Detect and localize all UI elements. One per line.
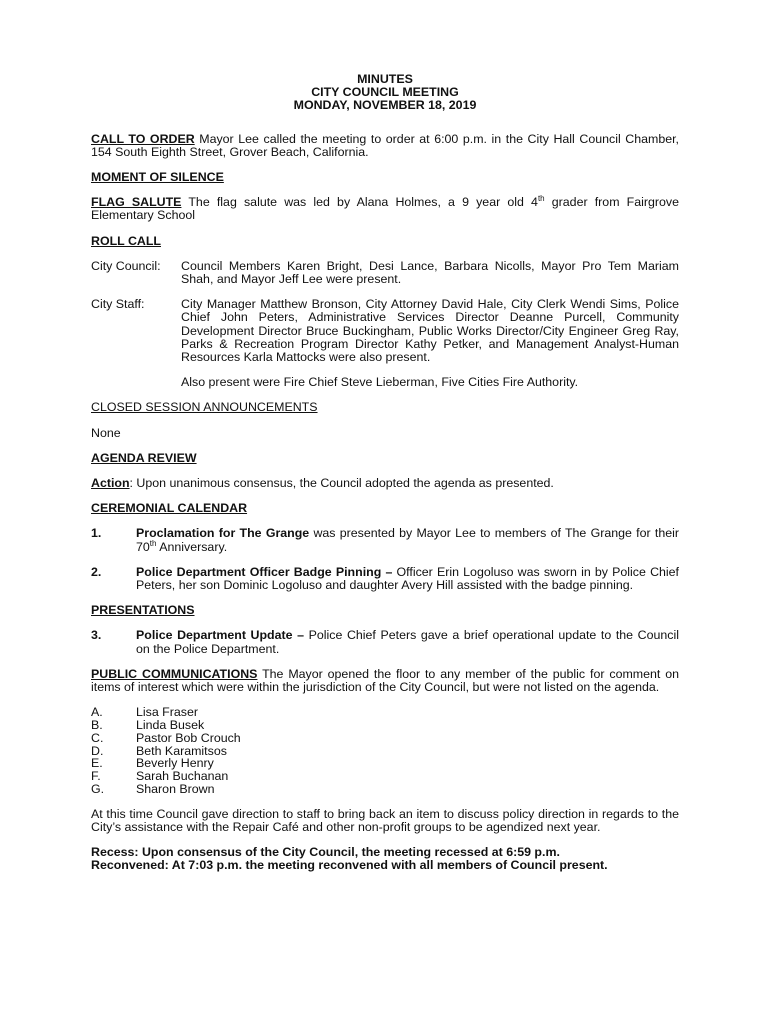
flag-salute-superscript: th: [537, 194, 545, 204]
document-title: [91, 73, 679, 113]
speaker-name: Pastor Bob Crouch: [136, 730, 241, 745]
call-to-order-paragraph: [91, 133, 679, 159]
roll-call-heading: ROLL CALL: [91, 233, 161, 248]
call-to-order-heading: CALL TO ORDER: [91, 131, 195, 146]
speaker-list: [91, 706, 679, 796]
closed-session-heading: CLOSED SESSION ANNOUNCEMENTS: [91, 400, 318, 415]
roll-call-council-row: [91, 260, 679, 286]
action-label: Action: [91, 476, 130, 491]
speaker-letter: E.: [91, 756, 103, 771]
item-title: Police Department Update –: [136, 628, 305, 643]
item-text: Police Department Officer Badge Pinning – Officer Erin Logoluso was sworn in by Police Chief Peters, her son Dominic Logoluso and daughter Avery Hill assisted with the badge pinning.: [136, 564, 679, 593]
also-present-text: Also present were Fire Chief Steve Lieberman, Five Cities Fire Authority.: [181, 375, 579, 390]
list-item: [91, 732, 679, 745]
closed-session-text: None: [91, 425, 121, 440]
moment-of-silence-heading: MOMENT OF SILENCE: [91, 170, 224, 185]
agenda-review-heading: AGENDA REVIEW: [91, 450, 197, 465]
recess-line: Recess: Upon consensus of the City Council, the meeting recessed at 6:59 p.m.: [91, 845, 560, 860]
minutes-body: [91, 73, 679, 873]
speaker-name: Beverly Henry: [136, 756, 214, 771]
item-number: 2.: [91, 564, 102, 579]
council-members-text: Council Members Karen Bright, Desi Lance, Barbara Nicolls, Mayor Pro Tem Mariam Shah, and Mayor Jeff Lee were present.: [181, 258, 679, 287]
item-text: Police Department Update – Police Chief Peters gave a brief operational update to the Council on the Police Department.: [136, 628, 679, 656]
speaker-letter: C.: [91, 730, 104, 745]
public-communications-text: The Mayor opened the floor to any member of the public for comment on items of interest which were within the jurisdiction of the City Council, but were not listed on the agenda.: [91, 666, 679, 695]
staff-label: City Staff:: [91, 297, 145, 312]
item-number: 1.: [91, 526, 102, 541]
staff-members-text: City Manager Matthew Bronson, City Attorney David Hale, City Clerk Wendi Sims, Police Chief John Peters, Administrative Services Director Deanne Purcell, Community Development Director Bruce Buckingham, Public Works Director/City Engineer Greg Ray, Parks & Recreation Program Director Kathy Petker, and Management Analyst-Human Resources Karla Mattocks were also present.: [181, 297, 679, 365]
item-title: Proclamation for The Grange: [136, 526, 310, 541]
roll-call-staff-row: [91, 298, 679, 364]
public-communications-paragraph: [91, 668, 679, 694]
item-title: Police Department Officer Badge Pinning –: [136, 564, 393, 579]
ceremonial-item: [91, 527, 679, 553]
flag-salute-paragraph: [91, 196, 679, 222]
flag-salute-text-b: grader from Fairgrove Elementary School: [91, 195, 679, 223]
council-label: City Council:: [91, 258, 161, 273]
reconvened-line: Reconvened: At 7:03 p.m. the meeting reconvened with all members of Council present.: [91, 858, 608, 873]
speaker-name: Beth Karamitsos: [136, 743, 227, 758]
also-present-row: [91, 376, 679, 389]
call-to-order-text: Mayor Lee called the meeting to order at 6:00 p.m. in the City Hall Council Chamber, 154 South Eighth Street, Grover Beach, California.: [91, 131, 679, 159]
item-text: Proclamation for The Grange was presented by Mayor Lee to members of The Grange for their 70th Anniversary.: [136, 526, 679, 554]
speaker-name: Sharon Brown: [136, 782, 215, 797]
list-item: [91, 719, 679, 732]
council-direction-paragraph: At this time Council gave direction to staff to bring back an item to discuss policy direction in regards to the City’s assistance with the Repair Café and other non-profit groups to be agendized next year.: [91, 806, 679, 835]
list-item: [91, 783, 679, 796]
ceremonial-item: [91, 566, 679, 592]
item-superscript: th: [149, 538, 157, 548]
speaker-letter: G.: [91, 782, 105, 797]
presentations-heading: PRESENTATIONS: [91, 603, 195, 618]
speaker-name: Sarah Buchanan: [136, 769, 229, 784]
action-text: : Upon unanimous consensus, the Council adopted the agenda as presented.: [129, 476, 554, 491]
title-line-1: MINUTES: [357, 72, 413, 86]
public-communications-heading: PUBLIC COMMUNICATIONS: [91, 666, 258, 681]
speaker-name: Lisa Fraser: [136, 705, 198, 720]
presentation-item: [91, 629, 679, 655]
ceremonial-calendar-heading: CEREMONIAL CALENDAR: [91, 501, 248, 516]
title-line-2: CITY COUNCIL MEETING: [311, 85, 459, 100]
speaker-letter: D.: [91, 743, 104, 758]
item-number: 3.: [91, 628, 102, 643]
title-line-3: MONDAY, NOVEMBER 18, 2019: [293, 98, 477, 113]
speaker-letter: A.: [91, 705, 103, 720]
flag-salute-text-a: The flag salute was led by Alana Holmes, a 9 year old 4: [181, 195, 538, 210]
speaker-name: Linda Busek: [136, 718, 205, 733]
flag-salute-heading: FLAG SALUTE: [91, 195, 182, 210]
speaker-letter: F.: [91, 769, 101, 784]
recess-block: [91, 846, 679, 872]
agenda-review-action: [91, 477, 679, 490]
speaker-letter: B.: [91, 718, 103, 733]
